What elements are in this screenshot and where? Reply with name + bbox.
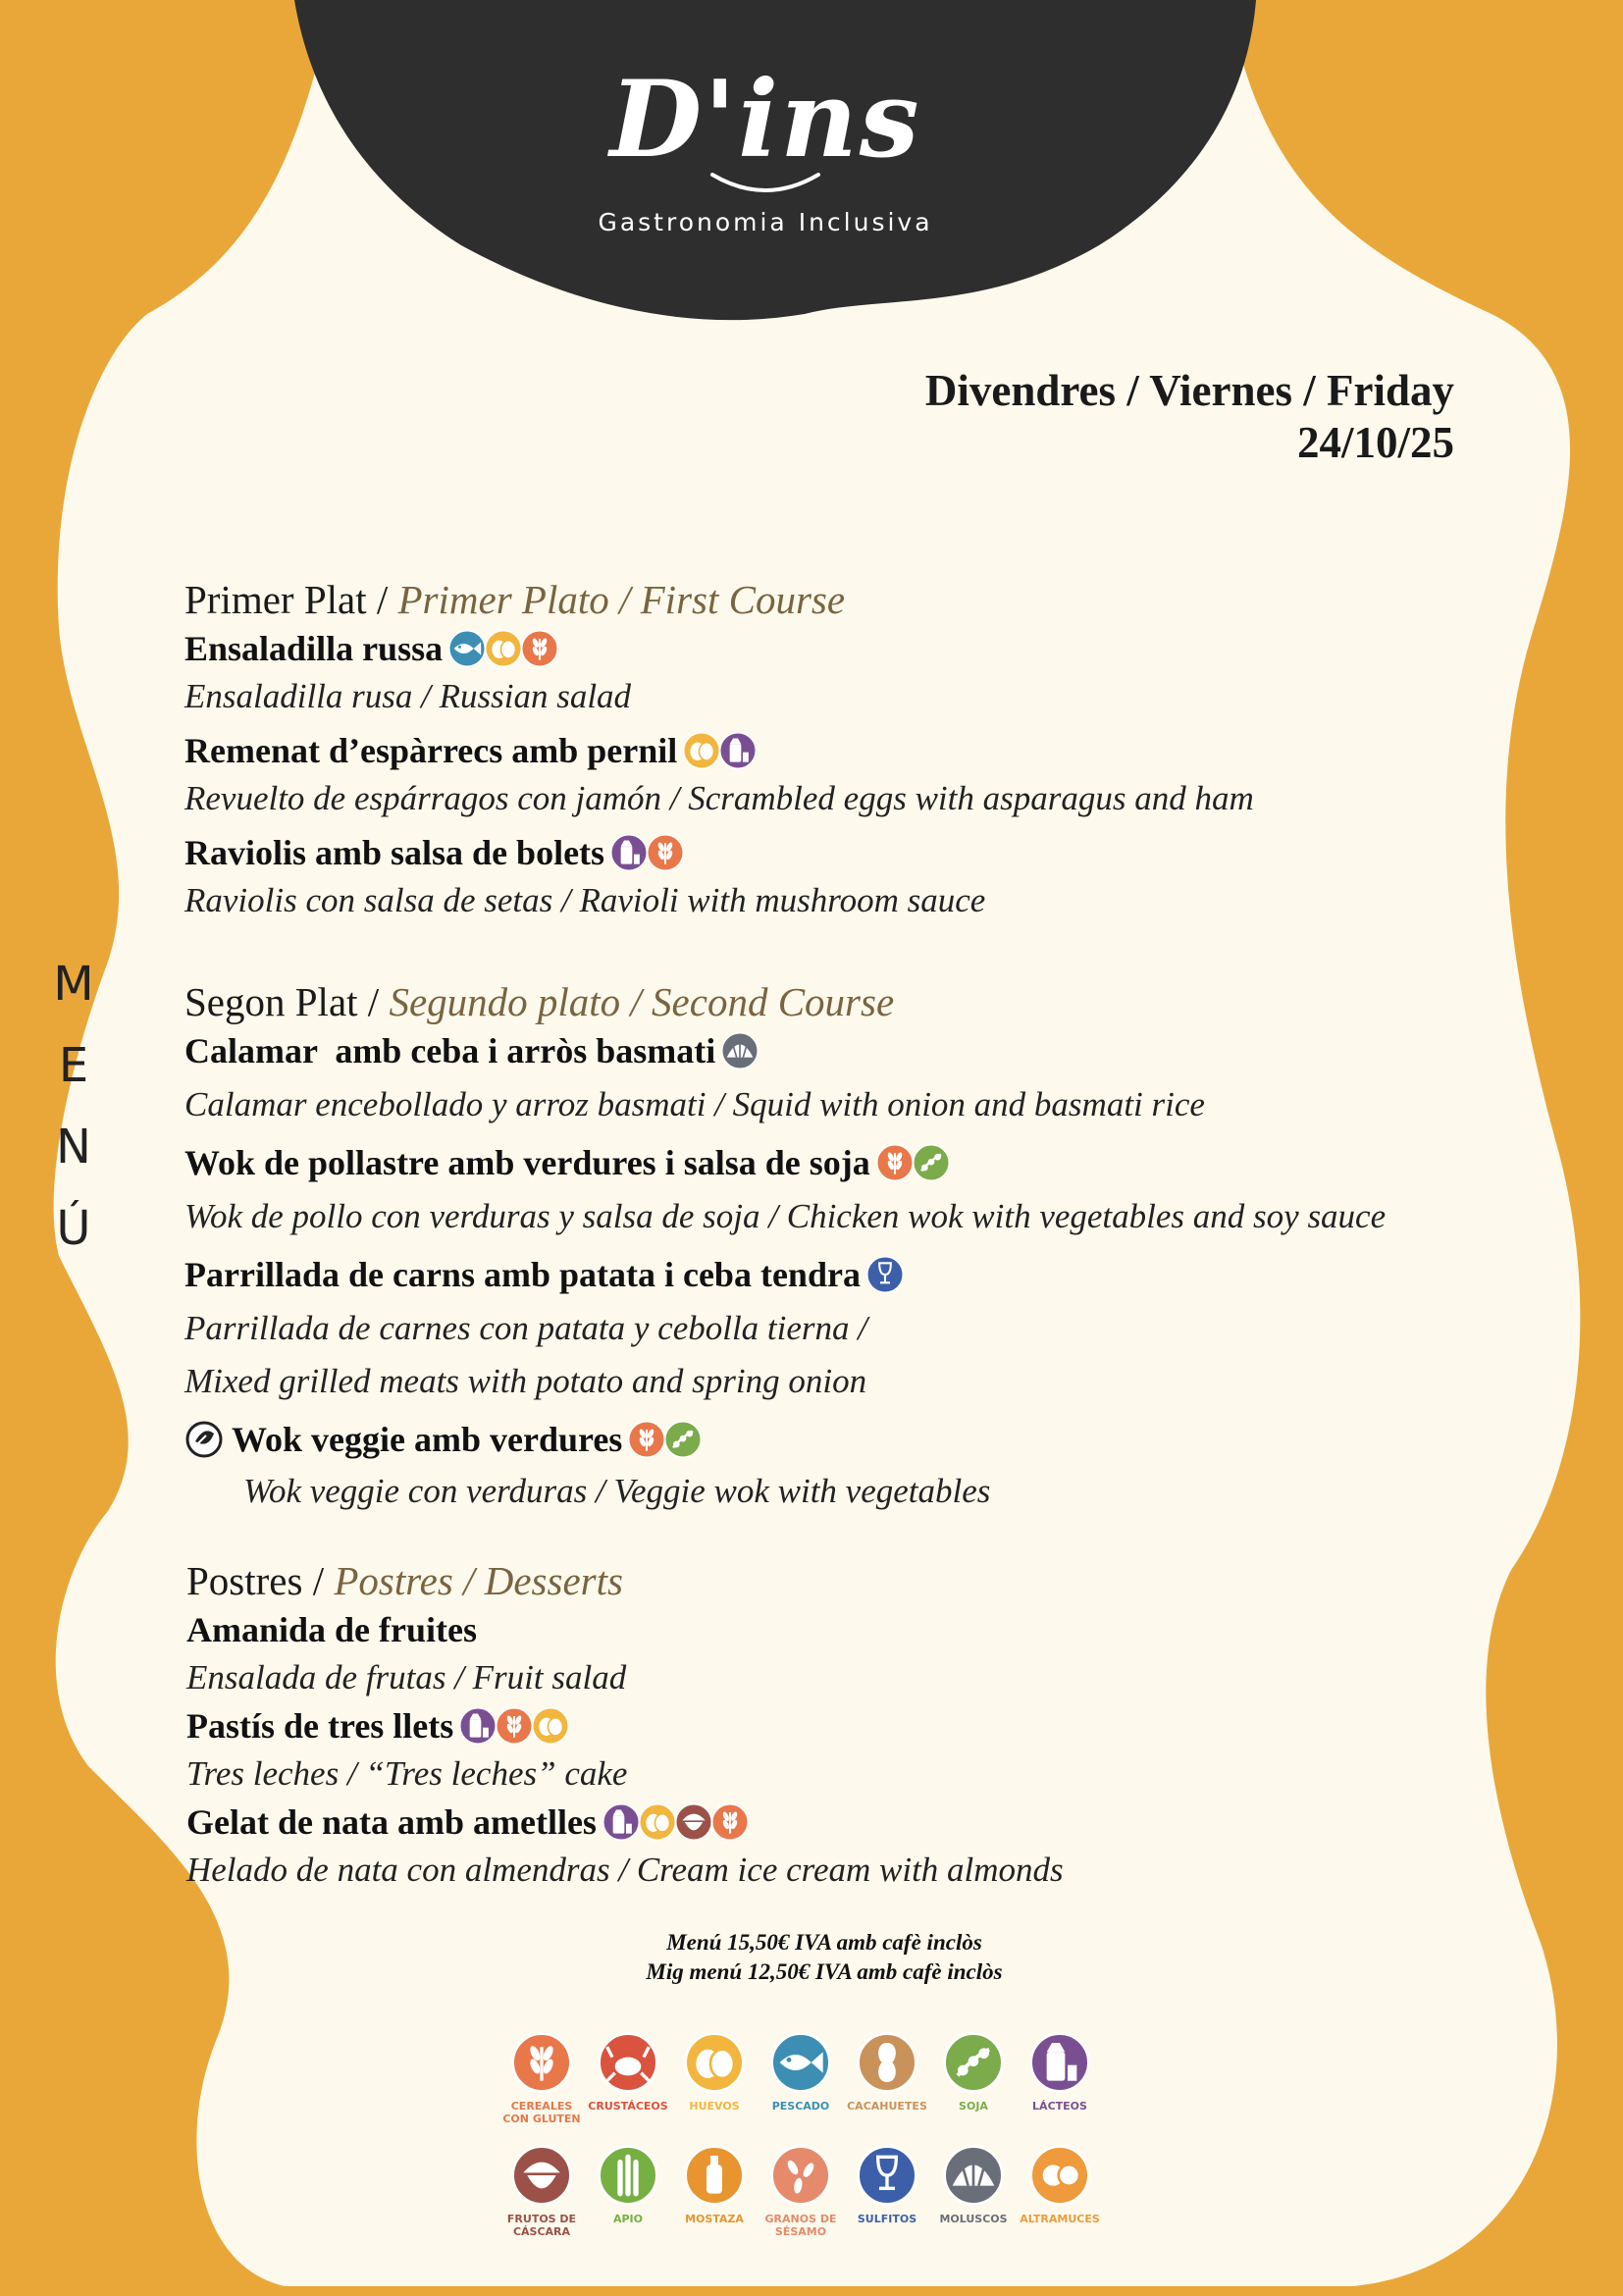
egg-icon: [638, 1802, 677, 1842]
dish-name: Wok de pollastre amb verdures i salsa de soja: [184, 1139, 1386, 1186]
section-title: Primer Plat / Primer Plato / First Course: [184, 577, 846, 622]
dish-name: Pastís de tres llets: [186, 1702, 1064, 1749]
legend-item: [844, 2144, 930, 2238]
legend-item: [758, 2144, 844, 2238]
legend-label: MOSTAZA: [685, 2213, 744, 2225]
crustacean-icon: [597, 2031, 659, 2094]
mollusc-icon: [720, 1031, 759, 1070]
section-title: Segon Plat / Segundo plato / Second Course: [184, 979, 895, 1024]
dish-name: Gelat de nata amb ametlles: [186, 1799, 1064, 1846]
legend-item: [671, 2144, 758, 2238]
dairy-icon: [458, 1706, 497, 1746]
dish-description: Raviolis con salsa de setas / Ravioli with mushroom sauce: [184, 881, 986, 919]
dish-description-line2: Mixed grilled meats with potato and spring onion: [184, 1362, 867, 1400]
dish-description: Ensalada de frutas / Fruit salad: [186, 1658, 627, 1696]
section-desserts: [186, 1555, 1064, 1895]
egg-icon: [683, 2031, 746, 2094]
mustard-icon: [683, 2144, 746, 2207]
legend-item: [585, 2031, 671, 2125]
legend-label: LÁCTEOS: [1032, 2100, 1087, 2113]
dairy-icon: [602, 1802, 641, 1842]
sesame-icon: [769, 2144, 832, 2207]
legend-label: SULFITOS: [857, 2213, 917, 2225]
date-value: 24/10/25: [1296, 418, 1454, 468]
celery-icon: [597, 2144, 659, 2207]
dish-description: Revuelto de espárragos con jamón / Scrambled eggs with asparagus and ham: [184, 779, 1254, 817]
legend-item: [930, 2031, 1017, 2125]
legend-label: ALTRAMUCES: [1020, 2213, 1100, 2225]
dish-description: Calamar encebollado y arroz basmati / Squid with onion and basmati rice: [184, 1085, 1205, 1123]
legend-item: [671, 2031, 758, 2125]
soy-icon: [912, 1143, 951, 1182]
gluten-icon: [646, 833, 685, 872]
legend-label: GRANOS DE SÉSAMO: [764, 2213, 837, 2238]
dairy-icon: [718, 731, 758, 770]
legend-item: [498, 2144, 585, 2238]
nut-icon: [674, 1802, 713, 1842]
allergen-legend-row-2: [498, 2144, 1103, 2238]
side-letter: Ú: [56, 1201, 91, 1256]
egg-icon: [531, 1706, 570, 1746]
sulphite-icon: [865, 1255, 905, 1294]
sulphite-icon: [856, 2144, 918, 2207]
vegan-icon: [184, 1420, 224, 1459]
dairy-icon: [609, 833, 649, 872]
lupin-icon: [1028, 2144, 1091, 2207]
legend-label: FRUTOS DE CÁSCARA: [506, 2213, 577, 2238]
allergen-icons: [878, 1143, 951, 1182]
legend-item: [1017, 2031, 1103, 2125]
allergen-icons: [723, 1031, 759, 1070]
side-menu-label: [47, 957, 100, 1282]
side-letter: N: [56, 1120, 91, 1174]
dish-description: Tres leches / “Tres leches” cake: [186, 1754, 628, 1793]
brand-logo: [550, 59, 981, 285]
egg-icon: [484, 629, 523, 668]
allergen-icons: [461, 1706, 570, 1746]
allergen-icons: [612, 833, 685, 872]
legend-label: CACAHUETES: [847, 2100, 927, 2113]
menu-price: Menú 15,50€ IVA amb cafè inclòs: [666, 1930, 982, 1955]
gluten-icon: [495, 1706, 534, 1746]
dish-description: Wok veggie con verduras / Veggie wok with vegetables: [243, 1472, 991, 1510]
section-title: Postres / Postres / Desserts: [186, 1558, 623, 1603]
mollusc-icon: [942, 2144, 1005, 2207]
legend-item: [758, 2031, 844, 2125]
dish-name: Amanida de fruites: [186, 1610, 477, 1649]
legend-item: [1017, 2144, 1103, 2238]
legend-label: HUEVOS: [689, 2100, 740, 2113]
dish-description: Helado de nata con almendras / Cream ice cream with almonds: [186, 1851, 1064, 1889]
section-second-course: [184, 976, 1386, 1516]
legend-item: [498, 2031, 585, 2125]
legend-label: APIO: [612, 2213, 644, 2225]
brand-name: D'ins: [609, 58, 921, 182]
egg-icon: [682, 731, 721, 770]
gluten-icon: [510, 2031, 573, 2094]
gluten-icon: [710, 1802, 750, 1842]
legend-item: [844, 2031, 930, 2125]
gluten-icon: [520, 629, 559, 668]
legend-label: CEREALES CON GLUTEN: [502, 2100, 581, 2125]
section-first-course: [184, 574, 1254, 925]
side-letter: M: [53, 957, 94, 1012]
side-letter: E: [58, 1038, 89, 1093]
dairy-icon: [1028, 2031, 1091, 2094]
half-menu-price: Mig menú 12,50€ IVA amb cafè inclòs: [646, 1959, 1003, 1984]
dish-description: Ensaladilla rusa / Russian salad: [184, 677, 632, 715]
gluten-icon: [627, 1420, 666, 1459]
allergen-icons: [604, 1802, 750, 1842]
legend-label: PESCADO: [771, 2100, 830, 2113]
allergen-icons: [868, 1255, 905, 1294]
legend-label: SOJA: [959, 2100, 988, 2113]
peanut-icon: [856, 2031, 918, 2094]
price-info: [550, 1928, 1099, 1987]
dish-name: Ensaladilla russa: [184, 625, 1254, 672]
fish-icon: [769, 2031, 832, 2094]
days-label: Divendres / Viernes / Friday: [924, 366, 1454, 415]
dish-description: Parrillada de carnes con patata y cebolla tierna /: [184, 1309, 868, 1347]
allergen-icons: [630, 1420, 703, 1459]
brand-tagline: Gastronomia Inclusiva: [598, 208, 933, 236]
dish-name: Remenat d’espàrrecs amb pernil: [184, 727, 1254, 774]
gluten-icon: [875, 1143, 915, 1182]
legend-item: [585, 2144, 671, 2238]
nut-icon: [510, 2144, 573, 2207]
dish-name: Raviolis amb salsa de bolets: [184, 829, 1254, 876]
allergen-icons: [450, 629, 559, 668]
dish-name: Calamar amb ceba i arròs basmati: [184, 1027, 1386, 1074]
soy-icon: [663, 1420, 703, 1459]
legend-item: [930, 2144, 1017, 2238]
date-block: [925, 365, 1454, 469]
dish-name: Wok veggie amb verdures: [184, 1416, 1386, 1463]
soy-icon: [942, 2031, 1005, 2094]
legend-label: CRUSTÁCEOS: [588, 2100, 668, 2113]
legend-label: MOLUSCOS: [939, 2213, 1008, 2225]
fish-icon: [447, 629, 487, 668]
allergen-legend-row-1: [498, 2031, 1103, 2125]
allergen-icons: [685, 731, 758, 770]
dish-description: Wok de pollo con verduras y salsa de soja / Chicken wok with vegetables and soy sauce: [184, 1197, 1387, 1235]
dish-name: Parrillada de carns amb patata i ceba tendra: [184, 1251, 1386, 1298]
